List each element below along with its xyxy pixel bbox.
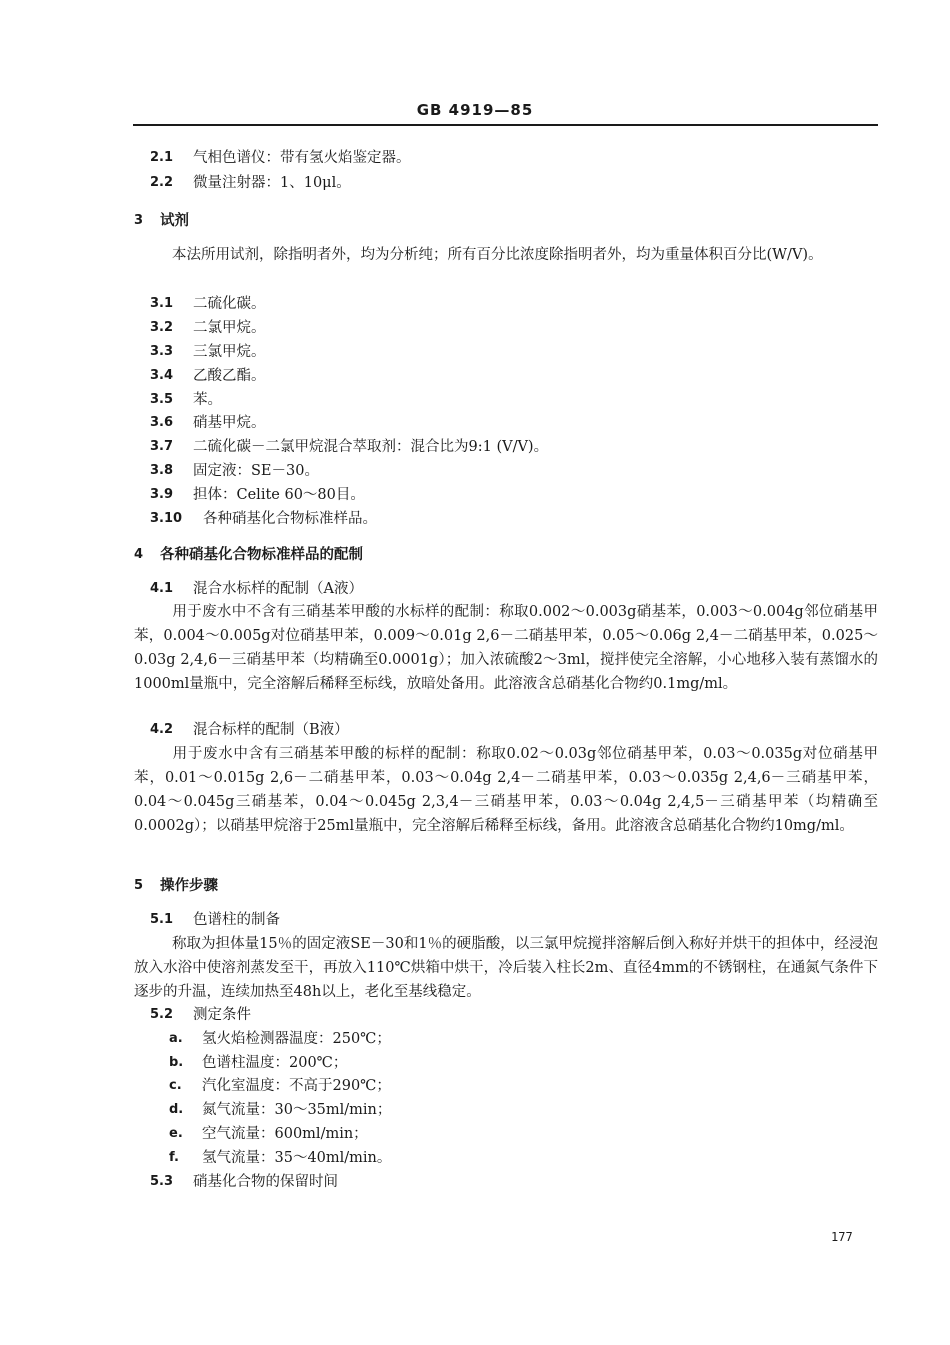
item-number: 3.4 (150, 368, 174, 383)
subsection-title: 硝基化合物的保留时间 (193, 1174, 338, 1190)
subsection-number: 5.3 (150, 1174, 174, 1189)
page-number: 177 (831, 1230, 853, 1244)
item-number: 2.1 (150, 150, 174, 165)
item-2-2 (0, 171, 950, 195)
item-number: 3.6 (150, 415, 174, 430)
item-text: 固定液：SE－30。 (193, 463, 319, 479)
paragraph-4-2: 用于废水中含有三硝基苯甲酸的标样的配制：称取0.02～0.03g邻位硝基甲苯，0.03～0.035g对位硝基甲苯，0.01～0.015g 2,6－二硝基甲苯，0.03～0.04g 2,4－二硝基甲苯，0.03～0.035g 2,4,6－三硝基甲苯，0.04～0.045g三硝基苯，0.04～0.045g 2,3,4－三硝基甲苯，0.03～0.04g 2,4,5－三硝基甲苯（均精确至0.0002g）；以硝基甲烷溶于25ml量瓶中，完全溶解后稀释至标线，备用。此溶液含总硝基化合物约10mg/ml。 (134, 746, 878, 834)
section-3-intro: 本法所用试剂，除指明者外，均为分析纯；所有百分比浓度除指明者外，均为重量体积百分比(W/V)。 (172, 247, 823, 263)
section-3-heading (0, 209, 950, 233)
subsection-number: 5.2 (150, 1007, 174, 1022)
subsection-title: 测定条件 (193, 1007, 251, 1023)
subsection-title: 混合标样的配制（B液） (193, 722, 349, 738)
item-3-10 (0, 507, 950, 531)
subsection-5-1 (0, 908, 950, 932)
condition-e (0, 1122, 950, 1146)
item-text: 各种硝基化合物标准样品。 (203, 511, 377, 527)
item-number: 3.7 (150, 439, 174, 454)
item-3-8 (0, 459, 950, 483)
subsection-number: 4.1 (150, 581, 174, 596)
item-number: 3.1 (150, 296, 174, 311)
condition-f (0, 1146, 950, 1170)
item-text: 微量注射器：1、10μl。 (193, 175, 351, 191)
condition-text: 空气流量：600ml/min； (202, 1126, 368, 1142)
section-5-heading (0, 874, 950, 898)
condition-b (0, 1051, 950, 1075)
condition-label: b. (169, 1055, 184, 1070)
paragraph-5-1: 称取为担体量15％的固定液SE－30和1％的硬脂酸，以三氯甲烷搅拌溶解后倒入称好并烘干的担体中，经浸泡放入水浴中使溶剂蒸发至干，再放入110℃烘箱中烘干，冷后装入柱长2m、直径4mm的不锈钢柱，在通氮气条件下逐步的升温，连续加热至48h以上，老化至基线稳定。 (134, 936, 878, 1000)
section-title: 试剂 (160, 212, 189, 229)
item-text: 二硫化碳－二氯甲烷混合萃取剂：混合比为9:1 (V/V)。 (193, 439, 549, 455)
subsection-4-1 (0, 577, 950, 601)
condition-text: 汽化室温度：不高于290℃； (202, 1078, 391, 1094)
item-number: 3.2 (150, 320, 174, 335)
item-3-3 (0, 340, 950, 364)
condition-label: d. (169, 1102, 184, 1117)
condition-d (0, 1098, 950, 1122)
header-rule (133, 124, 878, 126)
item-3-7 (0, 435, 950, 459)
standard-code-header: GB 4919—85 (416, 101, 534, 119)
condition-a (0, 1027, 950, 1051)
subsection-title: 色谱柱的制备 (193, 912, 280, 928)
item-2-1 (0, 146, 950, 170)
condition-text: 氢气流量：35～40ml/min。 (202, 1150, 392, 1166)
item-3-6 (0, 411, 950, 435)
section-number: 5 (134, 878, 144, 893)
condition-label: c. (169, 1078, 182, 1093)
subsection-5-3 (0, 1170, 950, 1194)
item-number: 3.8 (150, 463, 174, 478)
item-text: 担体：Celite 60～80目。 (193, 487, 365, 503)
item-3-4 (0, 364, 950, 388)
item-text: 硝基甲烷。 (193, 415, 266, 431)
section-4-heading (0, 543, 950, 567)
condition-label: a. (169, 1031, 183, 1046)
subsection-4-2 (0, 718, 950, 742)
item-3-5 (0, 388, 950, 412)
item-text: 三氯甲烷。 (193, 344, 266, 360)
subsection-number: 4.2 (150, 722, 174, 737)
item-3-1 (0, 292, 950, 316)
condition-label: f. (169, 1150, 179, 1165)
item-text: 苯。 (193, 392, 222, 408)
condition-c (0, 1074, 950, 1098)
item-3-2 (0, 316, 950, 340)
section-number: 3 (134, 213, 144, 228)
item-text: 气相色谱仪：带有氢火焰鉴定器。 (193, 150, 411, 166)
item-text: 二氯甲烷。 (193, 320, 266, 336)
item-text: 乙酸乙酯。 (193, 368, 266, 384)
condition-text: 氢火焰检测器温度：250℃； (202, 1031, 391, 1047)
condition-label: e. (169, 1126, 183, 1141)
item-number: 3.10 (150, 511, 183, 526)
item-3-9 (0, 483, 950, 507)
subsection-title: 混合水标样的配制（A液） (193, 581, 363, 597)
subsection-number: 5.1 (150, 912, 174, 927)
subsection-5-2 (0, 1003, 950, 1027)
condition-text: 氮气流量：30～35ml/min； (202, 1102, 392, 1118)
item-number: 2.2 (150, 175, 174, 190)
section-title: 操作步骤 (160, 877, 218, 894)
item-text: 二硫化碳。 (193, 296, 266, 312)
item-number: 3.9 (150, 487, 174, 502)
paragraph-4-1: 用于废水中不含有三硝基苯甲酸的水标样的配制：称取0.002～0.003g硝基苯，0.003～0.004g邻位硝基甲苯，0.004～0.005g对位硝基甲苯，0.009～0.01g 2,6－二硝基甲苯，0.05～0.06g 2,4－二硝基甲苯，0.025～0.03g 2,4,6－三硝基甲苯（均精确至0.0001g）；加入浓硫酸2～3ml，搅拌使完全溶解，小心地移入装有蒸馏水的1000ml量瓶中，完全溶解后稀释至标线，放暗处备用。此溶液含总硝基化合物约0.1mg/ml。 (134, 604, 878, 692)
section-title: 各种硝基化合物标准样品的配制 (160, 546, 363, 563)
item-number: 3.3 (150, 344, 174, 359)
item-number: 3.5 (150, 392, 174, 407)
section-number: 4 (134, 547, 144, 562)
condition-text: 色谱柱温度：200℃； (202, 1055, 348, 1071)
